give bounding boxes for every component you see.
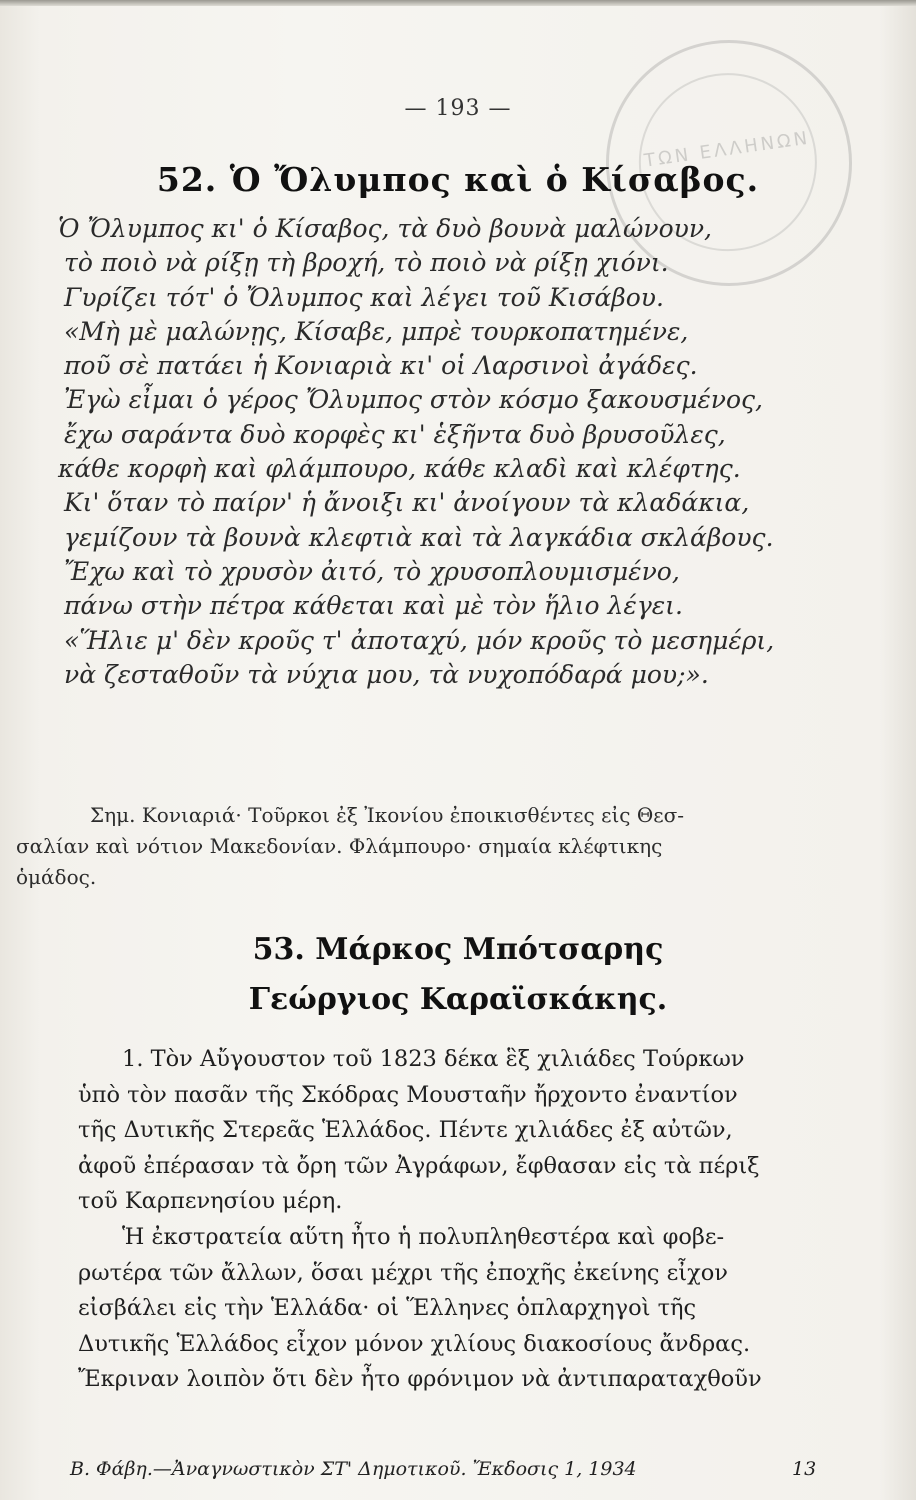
section-53-text	[78, 1042, 878, 1398]
note-line: σαλίαν καὶ νότιον Μακεδονίαν. Φλάμπουρο· σημαία κλέφτικης	[16, 834, 663, 858]
prose-line: εἰσβάλει εἰς τὴν Ἑλλάδα· οἱ Ἕλληνες ὁπλαρχηγοὶ τῆς	[78, 1295, 697, 1322]
poem-line: Ἐγὼ εἶμαι ὁ γέρος Ὄλυμπος στὸν κόσμο ξακουσμένος,	[64, 385, 763, 415]
prose-line: ἀφοῦ ἐπέρασαν τὰ ὄρη τῶν Ἀγράφων, ἔφθασαν εἰς τὰ πέριξ	[78, 1152, 760, 1179]
prose-line: τῆς Δυτικῆς Στερεᾶς Ἑλλάδος. Πέντε χιλιάδες ἐξ αὐτῶν,	[78, 1117, 733, 1144]
prose-line: 1. Τὸν Αὔγουστον τοῦ 1823 δέκα ἓξ χιλιάδες Τούρκων	[122, 1046, 745, 1072]
note-line: Σημ. Κονιαριά· Τοῦρκοι ἐξ Ἰκονίου ἐποικισθέντες εἰς Θεσ-	[90, 803, 685, 827]
prose-line: ὑπὸ τὸν πασᾶν τῆς Σκόδρας Μουσταῆν ἤρχοντο ἐναντίον	[78, 1081, 738, 1108]
poem-line: τὸ ποιὸ νὰ ρίξῃ τὴ βροχή, τὸ ποιὸ νὰ ρίξῃ χιόνι.	[64, 248, 669, 278]
poem-line: ἔχω σαράντα δυὸ κορφὲς κι' ἑξῆντα δυὸ βρυσοῦλες,	[64, 419, 726, 449]
poem-line: κάθε κορφὴ καὶ φλάμπουρο, κάθε κλαδὶ καὶ κλέφτης.	[58, 454, 741, 484]
prose-line: ρωτέρα τῶν ἄλλων, ὅσαι μέχρι τῆς ἐποχῆς ἐκείνης εἶχον	[78, 1259, 728, 1286]
poem-line: πάνω στὴν πέτρα κάθεται καὶ μὲ τὸν ἥλιο λέγει.	[64, 591, 683, 621]
section-52-note	[16, 800, 876, 893]
prose-line: τοῦ Καρπενησίου μέρη.	[78, 1188, 343, 1215]
poem-line: Ἔχω καὶ τὸ χρυσὸν ἀιτό, τὸ χρυσοπλουμισμένο,	[64, 556, 680, 586]
poem-line: Κι' ὅταν τὸ παίρν' ἡ ἄνοιξι κι' ἀνοίγουν τὰ κλαδάκια,	[64, 488, 750, 518]
poem-line: Γυρίζει τότ' ὁ Ὄλυμπος καὶ λέγει τοῦ Κισάβου.	[64, 282, 664, 312]
poem-line: Ὁ Ὄλυμπος κι' ὁ Κίσαβος, τὰ δυὸ βουνὰ μαλώνουν,	[58, 214, 713, 243]
poem-line: ποῦ σὲ πατάει ἡ Κονιαριὰ κι' οἱ Λαρσινοὶ ἀγάδες.	[64, 351, 698, 381]
page-top-edge	[0, 0, 916, 6]
poem-line: «Μὴ μὲ μαλώνῃς, Κίσαβε, μπρὲ τουρκοπατημένε,	[64, 316, 689, 346]
footer-sheet-number: 13	[792, 1458, 817, 1480]
stamp-text: ΤΩΝ ΕΛΛΗΝΩΝ	[642, 127, 812, 172]
poem-olympos-kisavos	[58, 212, 858, 692]
section-53-heading-line1: 53. Μάρκος Μπότσαρης	[252, 932, 664, 967]
poem-line: «Ἥλιε μ' δὲν κροῦς τ' ἀποταχύ, μόν κροῦς τὸ μεσημέρι,	[64, 625, 775, 655]
section-52-heading: 52. Ὁ Ὄλυμπος καὶ ὁ Κίσαβος.	[156, 160, 760, 199]
prose-line: Ἡ ἐκστρατεία αὕτη ἦτο ἡ πολυπληθεστέρα καὶ φοβε-	[122, 1223, 725, 1250]
page-number: — 193 —	[404, 96, 512, 121]
section-53-heading-line2: Γεώργιος Καραϊσκάκης.	[248, 982, 668, 1017]
poem-line: νὰ ζεσταθοῦν τὰ νύχια μου, τὰ νυχοπόδαρά μου;».	[64, 659, 709, 689]
page-footer	[70, 1458, 870, 1480]
prose-line: Ἔκριναν λοιπὸν ὅτι δὲν ἦτο φρόνιμον νὰ ἀντιπαραταχθοῦν	[78, 1366, 762, 1393]
prose-line: Δυτικῆς Ἑλλάδος εἶχον μόνον χιλίους διακοσίους ἄνδρας.	[78, 1330, 751, 1357]
poem-line: γεμίζουν τὰ βουνὰ κλεφτιὰ καὶ τὰ λαγκάδια σκλάβους.	[64, 522, 774, 552]
footer-imprint: Β. Φάβη.—Ἀναγνωστικὸν ΣΤ' Δημοτικοῦ. Ἔκδοσις 1, 1934	[70, 1458, 637, 1480]
note-line: ὁμάδος.	[16, 865, 97, 889]
